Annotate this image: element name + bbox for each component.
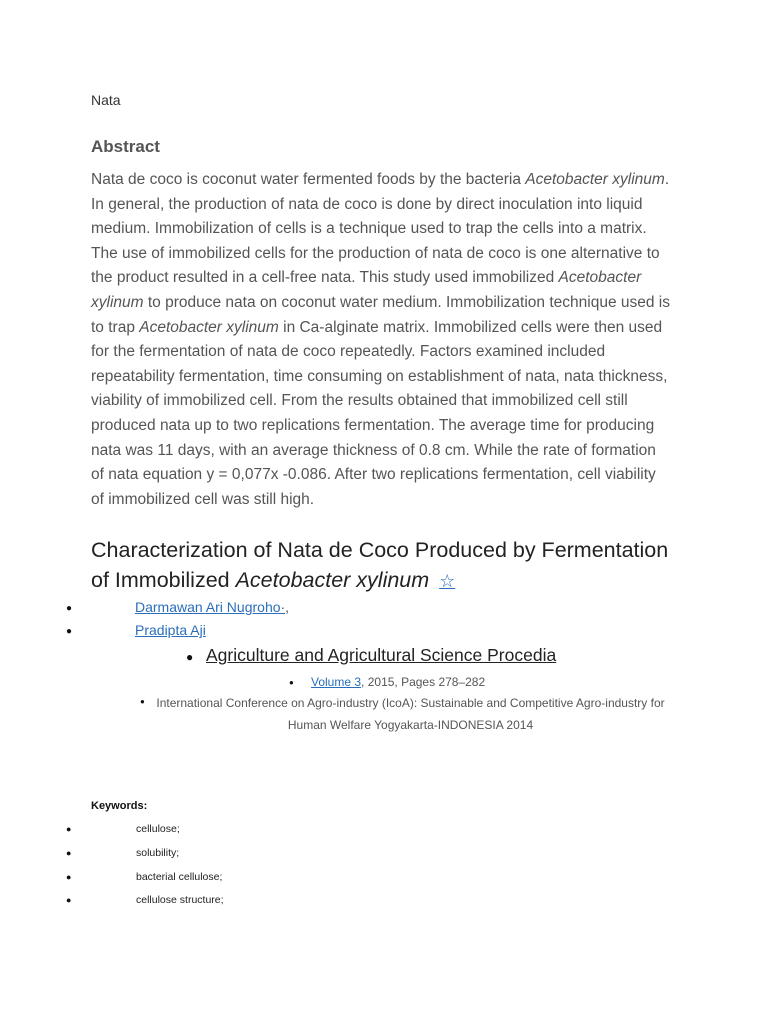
author-name[interactable]: Darmawan Ari Nugroho <box>135 599 281 615</box>
conference-info: International Conference on Agro-industry (IcoA): Sustainable and Competitive Agro-industry for Human Welfare Yogyakarta-INDONESIA 2014 <box>156 696 665 732</box>
page-heading: Nata <box>91 92 121 108</box>
article-title-species: Acetobacter xylinum <box>235 568 430 592</box>
keyword-item[interactable]: cellulose structure; <box>136 894 224 906</box>
author-name[interactable]: Pradipta Aji <box>135 622 206 638</box>
species-name: Acetobacter xylinum <box>525 171 665 188</box>
abstract-text-run: in Ca-alginate matrix. Immobilized cells were then used for the fermentation of nata de coco repeatedly. Factors examined included repeatability fermentation, time consuming on establishment of nata, nata thickness, viability of immobilized cell. From the results obtained that immobilized cell still produced nata up to two replications fermentation. The average time for producing nata was 11 days, with an average thickness of 0.8 cm. While the rate of formation of nata equation y = 0,077x -0.086. After two replications fermentation, cell viability of immobilized cell was still high. <box>91 318 668 508</box>
abstract-text-run: . In general, the production of nata de coco is done by direct inoculation into liquid medium. Immobilization of cells is a technique used to trap the cells into a matrix. The use of immobilized cells for the production of nata de coco is one alternative to the product resulted in a cell-free nata. This study used immobilized <box>91 171 670 287</box>
author-link-1[interactable] <box>135 599 289 615</box>
bullet-icon: ● <box>66 603 73 614</box>
article-title-text: Characterization of Nata de Coco Produced by Fermentation of Immobilized <box>91 538 669 592</box>
keyword-item[interactable]: cellulose; <box>136 823 180 835</box>
abstract-title: Abstract <box>91 137 160 156</box>
keyword-item[interactable]: solubility; <box>136 847 180 859</box>
article-title <box>91 535 691 596</box>
keyword-item[interactable]: bacterial cellulose; <box>136 871 223 883</box>
abstract-paragraph <box>91 168 671 512</box>
volume-link[interactable]: Volume 3 <box>311 675 362 689</box>
journal-link[interactable]: Agriculture and Agricultural Science Procedia <box>206 645 557 665</box>
bullet-icon: ● <box>66 848 72 858</box>
author-suffix: ·, <box>280 599 290 615</box>
bullet-icon: ● <box>140 697 145 706</box>
bullet-icon: ● <box>66 872 72 882</box>
author-link-2[interactable] <box>135 622 206 638</box>
volume-pages: , 2015, Pages 278–282 <box>361 675 486 689</box>
bullet-icon: ● <box>66 895 72 905</box>
bullet-icon: ● <box>66 626 73 637</box>
bullet-icon: ● <box>66 824 72 834</box>
abstract-text-run: Nata de coco is coconut water fermented foods by the bacteria <box>91 171 526 188</box>
species-name: Acetobacter xylinum <box>139 318 279 336</box>
abstract-text-run: to produce nata on coconut water medium. Immobilization technique used is to trap <box>91 293 670 336</box>
star-icon[interactable]: ☆ <box>439 571 456 591</box>
keywords-title: Keywords: <box>91 800 148 812</box>
volume-info <box>311 675 485 689</box>
abstract-body <box>91 168 671 512</box>
bullet-icon: ● <box>289 678 294 687</box>
species-name: Acetobacter xylinum <box>91 269 642 311</box>
bullet-icon: ● <box>186 650 194 664</box>
